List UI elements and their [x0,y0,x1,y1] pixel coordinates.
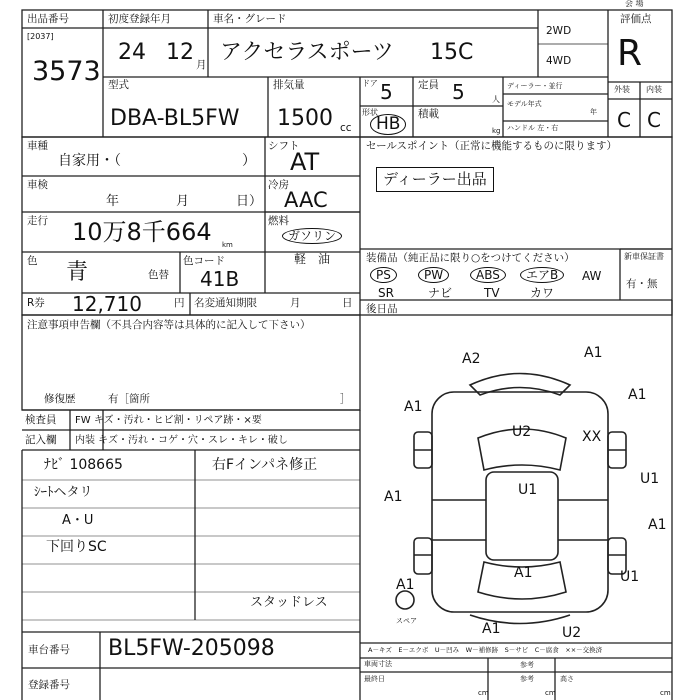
cc-unit: cc [340,122,352,134]
height-label: 高さ [560,675,574,683]
vehicle-type-label: 車種 [27,140,48,152]
note-navi: ﾅﾋﾞ 108665 [44,457,123,473]
fuel-alt: 軽 油 [294,252,331,266]
dealer-label: ディーラー・並行 [507,82,563,90]
chassis-label: 車台番号 [28,644,70,656]
lot-number-label: 出品番号 [27,13,69,25]
note-au: A・U [62,513,94,528]
month-unit: 月 [196,59,207,71]
inspection-month-unit: 月 [176,194,190,209]
mark-8: U1 [518,482,538,498]
displacement-label: 排気量 [273,79,305,91]
capacity-value: 5 [452,80,465,104]
cm-unit-2: cm [545,689,556,697]
note-studless: スタッドレス [250,595,328,610]
person-unit: 人 [492,95,500,104]
mark-4: A1 [404,399,423,415]
exterior-grade: C [617,108,631,132]
handle-label: ハンドル 左・右 [507,124,559,132]
recycle-amount: 12,710 [72,292,142,316]
yen-unit: 円 [174,297,185,309]
mark-13: U1 [620,569,640,585]
mark-7: A1 [384,489,403,505]
mark-9: U1 [640,471,660,487]
mark-5: U2 [512,424,532,440]
car-name: アクセラスポーツ [220,40,394,65]
cm-unit-3: cm [660,689,671,697]
car-name-label: 車名・グレード [213,13,287,25]
model-year-label: モデル年式 [507,100,542,108]
ref-label-2: 参考 [520,675,534,683]
entry-label: 記入欄 [25,434,57,446]
spare-label: スペア [396,617,417,625]
color-code-label: 色コード [183,255,225,267]
vehicle-type-close: ） [242,153,256,169]
lot-number: 3573 [32,56,101,87]
damage-legend: A－キズ E－エクボ U－凹み W－補修跡 S－サビ C－腐食 ××－交換済 [368,646,603,654]
doors-label: ドア [362,79,378,88]
shape-label: 形状 [362,108,378,117]
equip-abs: ABS [470,267,506,283]
venue-fragment: 会 場 [625,0,644,8]
km-unit: km [222,241,233,249]
model-label: 型式 [108,79,129,91]
interior-label: 内装 [646,85,662,94]
equip-aw: AW [582,269,602,283]
fuel-value: ガソリン [282,228,342,244]
equip-navi: ナビ [428,286,453,300]
displacement: 1500 [277,106,333,131]
warranty-label: 新車保証書 [624,252,664,261]
year-unit: 年 [590,108,597,116]
ref-label-1: 参考 [520,661,534,669]
drive-2wd: 2WD [546,25,572,37]
auction-score: R [617,33,643,74]
shift-label: シフト [268,140,300,152]
dealer-stamp: ディーラー出品 [376,167,494,192]
score-label: 評価点 [620,13,652,25]
registration-deadline-label: 名変通知期限 [194,297,257,309]
first-registration-month: 12 [166,40,194,65]
cm-unit-1: cm [478,689,489,697]
mark-3: A1 [628,387,647,403]
equip-pw: PW [418,267,449,283]
mark-12: A1 [514,565,533,581]
ac-value: AAC [284,188,328,212]
doors-value: 5 [380,80,393,104]
mark-2: A1 [584,345,603,361]
recycle-label: R券 [27,297,45,309]
equip-airbag: エアB [520,267,564,283]
equip-sr: SR [378,286,394,300]
chassis-number: BL5FW-205098 [108,636,275,661]
registration-number-label: 登録番号 [28,679,70,691]
capacity-label: 定員 [418,79,439,91]
sales-point-label: セールスポイント（正常に機能するものに限ります） [366,140,618,152]
drive-4wd: 4WD [546,55,572,67]
model-code: DBA-BL5FW [110,106,240,131]
mark-11: A1 [396,577,415,593]
mark-6: XX [582,429,602,445]
registration-day-unit: 日 [342,297,353,309]
car-diagram [396,374,626,624]
body-size-label: 車両寸法 [364,660,392,668]
mark-10: A1 [648,517,667,533]
equip-tv: TV [484,286,500,300]
repair-history-label: 修復歴 [44,393,76,405]
mileage-value: 10万8千664 [72,218,212,246]
exterior-label: 外装 [614,85,630,94]
repair-history-close: ］ [340,393,351,405]
load-label: 積載 [418,108,439,120]
mileage-label: 走行 [27,215,48,227]
equip-leather: カワ [530,286,555,300]
ac-label: 冷房 [268,179,289,191]
mark-14: A1 [482,621,501,637]
aftermarket-label: 後日品 [366,303,398,315]
registration-month-unit: 月 [290,297,301,309]
checker-items: FW キズ・汚れ・ヒビ割・リペア跡・×要 [75,415,262,426]
inspection-day-unit: 日） [236,194,263,209]
kg-unit: kg [492,127,501,135]
car-grade: 15C [430,40,474,65]
note-underbody: 下回りSC [46,539,107,555]
fuel-label: 燃料 [268,215,289,227]
inspection-year-unit: 年 [106,194,120,209]
note-seat: ｼｰﾄヘタリ [34,485,93,500]
entry-items: 内装 キズ・汚れ・コゲ・穴・スレ・キレ・破し [75,435,288,446]
warranty-value: 有・無 [626,278,658,290]
color-change-label: 色替 [148,269,169,281]
remark-label: 最終日 [364,675,385,683]
interior-grade: C [647,108,661,132]
lot-sub-code: [2037] [27,32,54,41]
color-value: 青 [66,260,89,285]
shape-value: HB [370,114,406,135]
color-label: 色 [27,255,38,267]
first-registration-label: 初度登録年月 [108,13,171,25]
repair-history-value: 有［箇所 [108,393,150,405]
note-dash-repair: 右Fインパネ修正 [212,457,318,473]
checker-label: 検査員 [25,414,57,426]
color-code: 41B [200,267,240,291]
first-registration-year: 24 [118,40,146,65]
mark-15: U2 [562,625,582,641]
mark-1: A2 [462,351,481,367]
equipment-label: 装備品（純正品に限り○をつけてください） [366,252,575,264]
notes-label: 注意事項申告欄（不具合内容等は具体的に記入して下さい） [27,319,311,331]
equip-ps: PS [370,267,397,283]
shift-value: AT [290,148,320,176]
vehicle-type: 自家用・（ [58,153,121,169]
inspection-label: 車検 [27,179,48,191]
